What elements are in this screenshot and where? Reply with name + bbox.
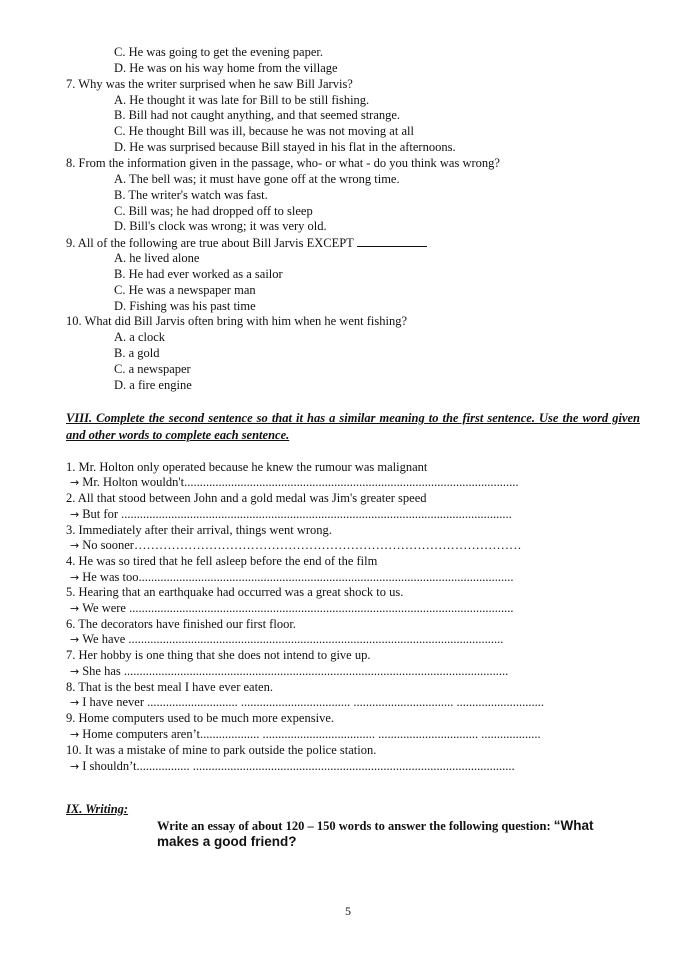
arrow-icon: →: [70, 571, 80, 584]
option-line: C. He was a newspaper man: [114, 283, 256, 297]
rewrite-answer: [70, 664, 508, 679]
rewrite-question: 10. It was a mistake of mine to park outside the police station.: [66, 743, 377, 757]
writing-prompt: [157, 818, 639, 850]
option-line: C. He was going to get the evening paper.: [114, 45, 323, 59]
section-8-title: VIII. Complete the second sentence so that it has a similar meaning to the first sentence. Use the word given and other words to complete each sentence.: [66, 411, 640, 442]
rewrite-question: 1. Mr. Holton only operated because he knew the rumour was malignant: [66, 460, 428, 474]
option-line: D. Fishing was his past time: [114, 299, 256, 313]
answer-blank: [357, 235, 427, 247]
rewrite-question: 8. That is the best meal I have ever eaten.: [66, 680, 273, 694]
rewrite-answer: [70, 695, 544, 710]
option-line: D. a fire engine: [114, 378, 192, 392]
rewrite-question: 4. He was so tired that he fell asleep before the end of the film: [66, 554, 378, 568]
section-9-title: IX. Writing:: [66, 802, 129, 816]
rewrite-answer: [70, 475, 519, 490]
rewrite-answer-text: No sooner…………………………………………………………………………………: [82, 538, 522, 552]
option-line: B. The writer's watch was fast.: [114, 188, 268, 202]
page-number: 5: [345, 904, 351, 918]
option-line: C. Bill was; he had dropped off to sleep: [114, 204, 313, 218]
arrow-icon: →: [70, 728, 80, 741]
arrow-icon: →: [70, 633, 80, 646]
rewrite-question: 9. Home computers used to be much more expensive.: [66, 711, 334, 725]
arrow-icon: →: [70, 508, 80, 521]
rewrite-answer: [70, 601, 513, 616]
rewrite-answer-text: She has ...........................................................................................................................: [82, 664, 509, 678]
option-line: D. Bill's clock was wrong; it was very old.: [114, 219, 327, 233]
rewrite-answer-text: I shouldn’t................. .......................................................................................................: [82, 759, 515, 773]
option-line: A. a clock: [114, 330, 166, 344]
option-line: B. Bill had not caught anything, and that seemed strange.: [114, 108, 401, 122]
arrow-icon: →: [70, 696, 80, 709]
question-8: 8. From the information given in the passage, who- or what - do you think was wrong?: [66, 156, 500, 170]
rewrite-answer-text: We have ........................................................................................................................: [82, 632, 504, 646]
option-line: D. He was on his way home from the village: [114, 61, 338, 75]
rewrite-answer: [70, 507, 512, 522]
rewrite-answer-text: Mr. Holton wouldn't...........................................................................................................: [82, 475, 519, 489]
rewrite-answer: [70, 759, 515, 774]
arrow-icon: →: [70, 602, 80, 615]
question-9-text: 9. All of the following are true about Bill Jarvis EXCEPT: [66, 236, 354, 250]
question-10: 10. What did Bill Jarvis often bring with him when he went fishing?: [66, 314, 408, 328]
arrow-icon: →: [70, 760, 80, 773]
option-line: A. he lived alone: [114, 251, 200, 265]
rewrite-question: 6. The decorators have finished our first floor.: [66, 617, 296, 631]
arrow-icon: →: [70, 539, 80, 552]
option-line: D. He was surprised because Bill stayed in his flat in the afternoons.: [114, 140, 456, 154]
rewrite-answer-text: But for .............................................................................................................................: [82, 507, 512, 521]
rewrite-question: 3. Immediately after their arrival, things went wrong.: [66, 523, 332, 537]
rewrite-question: 2. All that stood between John and a gold medal was Jim's greater speed: [66, 491, 427, 505]
option-line: A. The bell was; it must have gone off at the wrong time.: [114, 172, 400, 186]
rewrite-answer: [70, 727, 541, 742]
arrow-icon: →: [70, 665, 80, 678]
option-line: C. a newspaper: [114, 362, 191, 376]
option-line: A. He thought it was late for Bill to be still fishing.: [114, 93, 370, 107]
rewrite-answer: [70, 538, 521, 553]
writing-prompt-question: “What makes a good friend?: [157, 818, 594, 849]
rewrite-answer: [70, 570, 513, 585]
rewrite-answer-text: Home computers aren’t................... .................................... ................................ ...................: [82, 727, 541, 741]
option-line: C. He thought Bill was ill, because he was not moving at all: [114, 124, 414, 138]
rewrite-question: 7. Her hobby is one thing that she does not intend to give up.: [66, 648, 371, 662]
question-7: 7. Why was the writer surprised when he saw Bill Jarvis?: [66, 77, 353, 91]
question-9: [66, 235, 427, 251]
rewrite-answer-text: He was too........................................................................................................................: [82, 570, 514, 584]
option-line: B. a gold: [114, 346, 160, 360]
rewrite-answer: [70, 632, 503, 647]
rewrite-answer-text: We were ...........................................................................................................................: [82, 601, 514, 615]
writing-prompt-text: Write an essay of about 120 – 150 words to answer the following question:: [157, 819, 554, 833]
arrow-icon: →: [70, 476, 80, 489]
option-line: B. He had ever worked as a sailor: [114, 267, 283, 281]
rewrite-question: 5. Hearing that an earthquake had occurred was a great shock to us.: [66, 585, 404, 599]
rewrite-answer-text: I have never ............................. ................................... ................................ ............................: [82, 695, 544, 709]
